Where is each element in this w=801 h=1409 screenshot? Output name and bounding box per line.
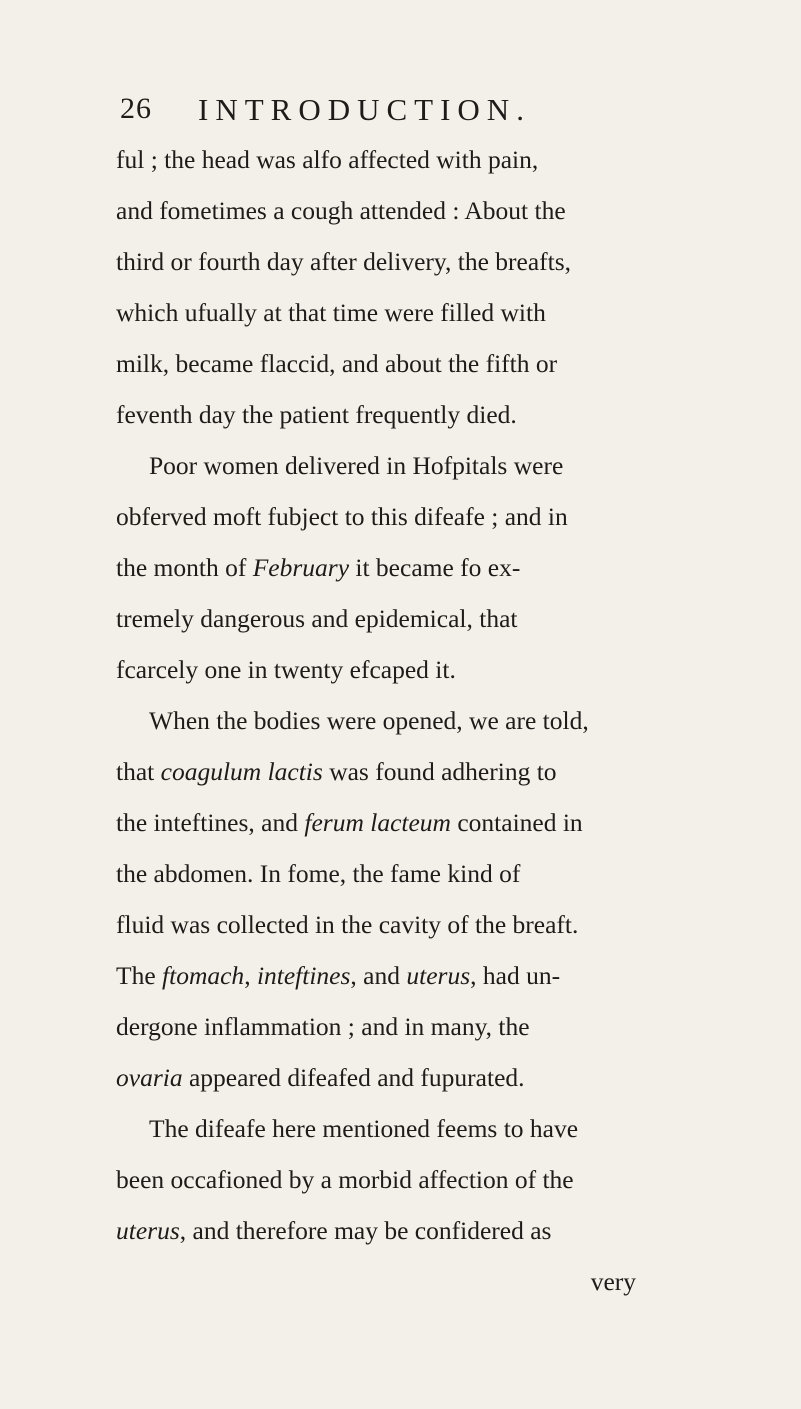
paragraph-start-line: Poor women delivered in Hofpitals were bbox=[149, 451, 564, 480]
italic-term: ferum lacteum bbox=[304, 808, 451, 837]
italic-term: ovaria bbox=[116, 1063, 183, 1092]
text-line: The ftomach, inteftines, and uterus, had un- bbox=[116, 961, 561, 990]
paragraph-start-line: When the bodies were opened, we are told, bbox=[149, 706, 589, 735]
page-header bbox=[120, 92, 740, 132]
page-number: 26 bbox=[120, 92, 152, 125]
text-line: and fometimes a cough attended : About the bbox=[116, 196, 566, 225]
text-line: uterus, and therefore may be confidered as bbox=[116, 1216, 552, 1245]
italic-term: uterus bbox=[406, 961, 471, 990]
italic-term: coagulum lactis bbox=[160, 757, 323, 786]
text-line: which ufually at that time were filled with bbox=[116, 298, 546, 327]
text-line: ovaria appeared difeafed and fupurated. bbox=[116, 1063, 525, 1092]
italic-term: inteftines bbox=[256, 961, 351, 990]
text-line: the inteftines, and ferum lacteum contained in bbox=[116, 808, 583, 837]
italic-term: uterus bbox=[116, 1216, 180, 1245]
text-line: obferved moft fubject to this difeafe ; and in bbox=[116, 502, 568, 531]
italic-term: February bbox=[252, 553, 350, 582]
italic-term: ftomach bbox=[162, 961, 245, 990]
text-line: milk, became flaccid, and about the fifth or bbox=[116, 349, 558, 378]
text-line: dergone inflammation ; and in many, the bbox=[116, 1012, 530, 1041]
text-line: the month of February it became fo ex- bbox=[116, 553, 521, 582]
running-head: INTRODUCTION. bbox=[198, 92, 531, 127]
text-line: third or fourth day after delivery, the breafts, bbox=[116, 247, 572, 276]
text-line: ful ; the head was alfo affected with pain, bbox=[116, 145, 539, 174]
text-line: fcarcely one in twenty efcaped it. bbox=[116, 655, 456, 684]
text-line: been occafioned by a morbid affection of the bbox=[116, 1165, 574, 1194]
text-line: fluid was collected in the cavity of the breaft. bbox=[116, 910, 579, 939]
body-text bbox=[116, 134, 676, 1307]
text-line: tremely dangerous and epidemical, that bbox=[116, 604, 518, 633]
paragraph-start-line: The difeafe here mentioned feems to have bbox=[149, 1114, 579, 1143]
text-line: feventh day the patient frequently died. bbox=[116, 400, 517, 429]
catchword: very bbox=[590, 1267, 636, 1296]
text-line: the abdomen. In fome, the fame kind of bbox=[116, 859, 521, 888]
text-line: that coagulum lactis was found adhering to bbox=[116, 757, 557, 786]
